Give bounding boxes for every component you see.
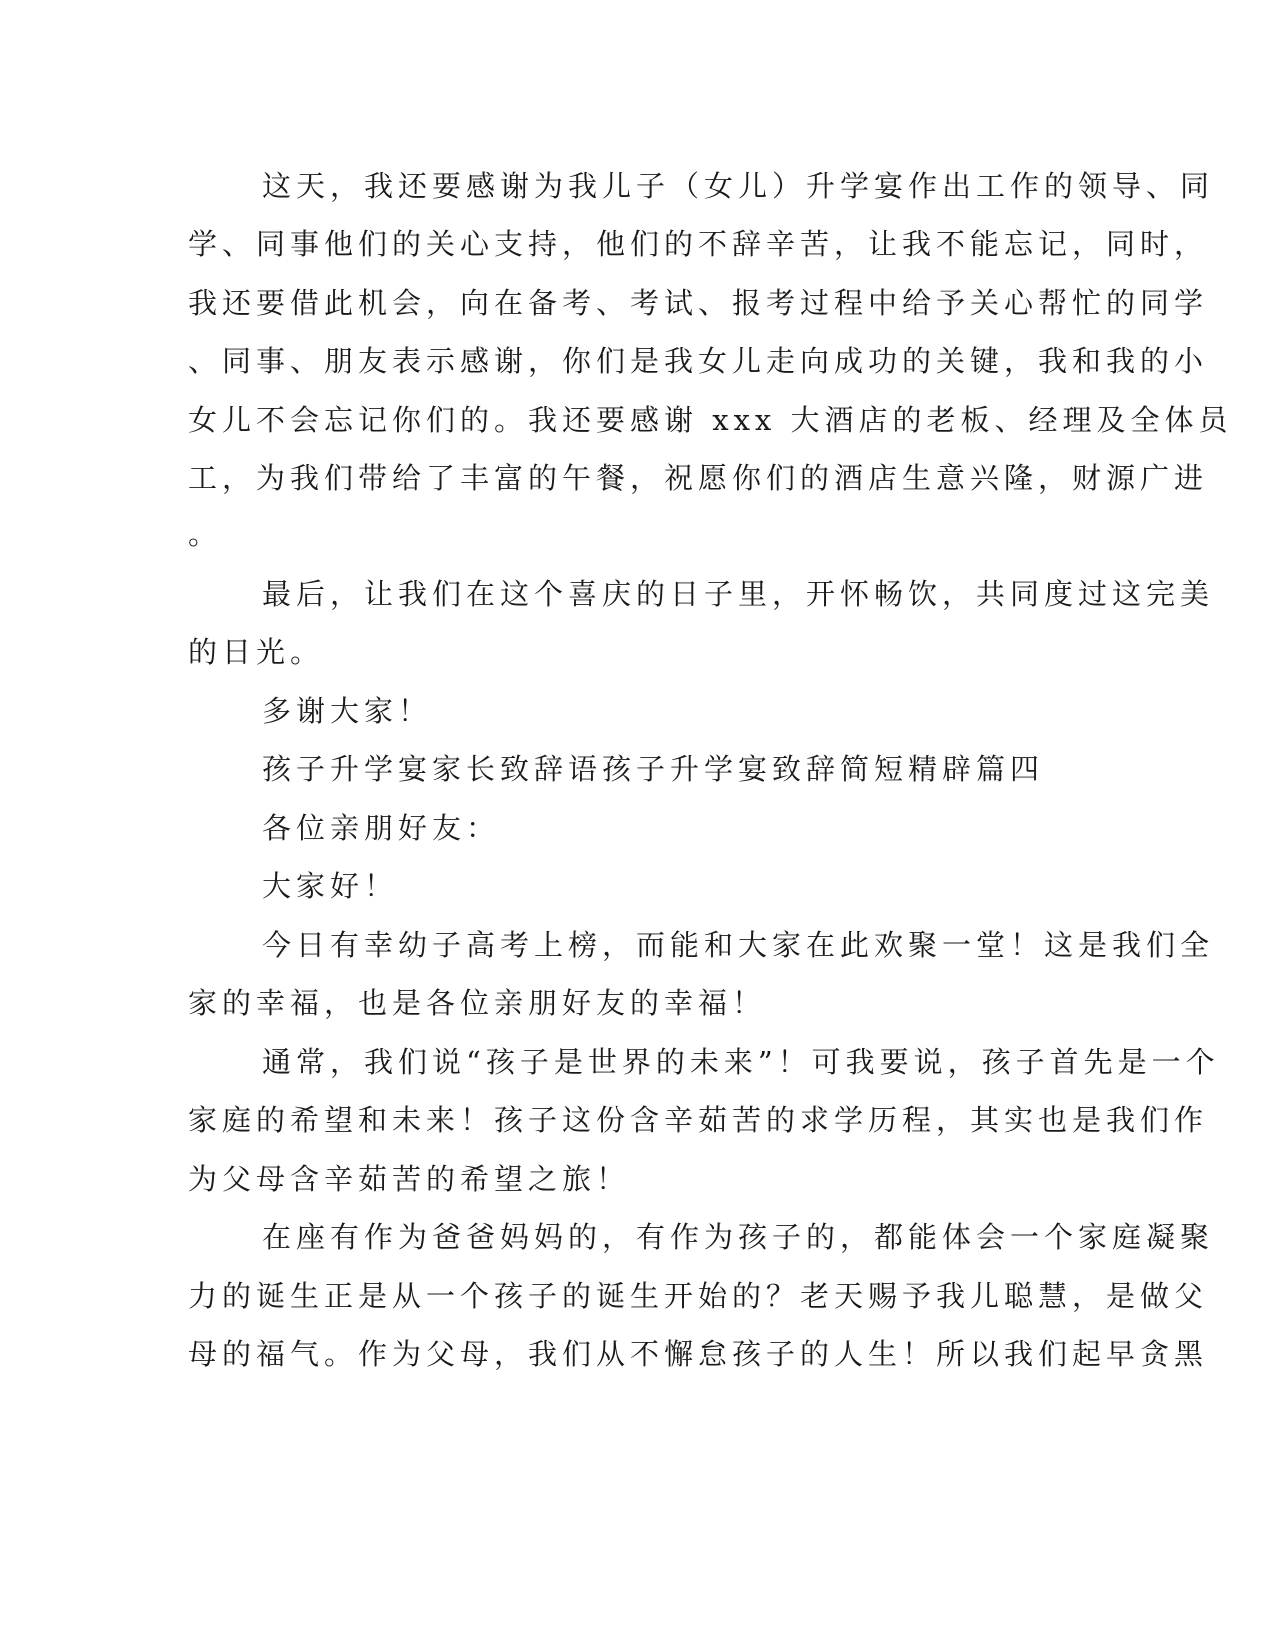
text-line: 多谢大家！ bbox=[262, 694, 433, 728]
section-heading: 孩子升学宴家长致辞语孩子升学宴致辞简短精辟篇四 bbox=[262, 752, 1045, 786]
text-line: 工，为我们带给了丰富的午餐，祝愿你们的酒店生意兴隆，财源广进 bbox=[188, 461, 1209, 495]
text-line: 、同事、朋友表示感谢，你们是我女儿走向成功的关键，我和我的小 bbox=[188, 344, 1209, 378]
text-line: 母的福气。作为父母，我们从不懈怠孩子的人生！所以我们起早贪黑 bbox=[188, 1337, 1209, 1371]
text-line: 各位亲朋好友： bbox=[262, 811, 501, 845]
text-line: 这天，我还要感谢为我儿子（女儿）升学宴作出工作的领导、同 bbox=[262, 169, 1215, 203]
text-line: 。 bbox=[188, 517, 223, 551]
text-line: 通常，我们说“孩子是世界的未来”！可我要说，孩子首先是一个 bbox=[262, 1045, 1220, 1079]
text-line: 为父母含辛茹苦的希望之旅！ bbox=[188, 1162, 631, 1196]
text-line: 家的幸福，也是各位亲朋好友的幸福！ bbox=[188, 986, 767, 1020]
text-line: 女儿不会忘记你们的。我还要感谢 xxx 大酒店的老板、经理及全体员 bbox=[188, 403, 1233, 437]
text-line: 在座有作为爸爸妈妈的，有作为孩子的，都能体会一个家庭凝聚 bbox=[262, 1220, 1215, 1254]
text-line: 家庭的希望和未来！孩子这份含辛茹苦的求学历程，其实也是我们作 bbox=[188, 1103, 1209, 1137]
text-line: 的日光。 bbox=[188, 635, 325, 669]
text-line: 我还要借此机会，向在备考、考试、报考过程中给予关心帮忙的同学 bbox=[188, 286, 1209, 320]
text-line: 今日有幸幼子高考上榜，而能和大家在此欢聚一堂！这是我们全 bbox=[262, 928, 1215, 962]
text-line: 力的诞生正是从一个孩子的诞生开始的？老天赐予我儿聪慧，是做父 bbox=[188, 1279, 1209, 1313]
text-line: 最后，让我们在这个喜庆的日子里，开怀畅饮，共同度过这完美 bbox=[262, 577, 1215, 611]
text-line: 学、同事他们的关心支持，他们的不辞辛苦，让我不能忘记，同时， bbox=[188, 227, 1209, 261]
text-line: 大家好！ bbox=[262, 869, 399, 903]
